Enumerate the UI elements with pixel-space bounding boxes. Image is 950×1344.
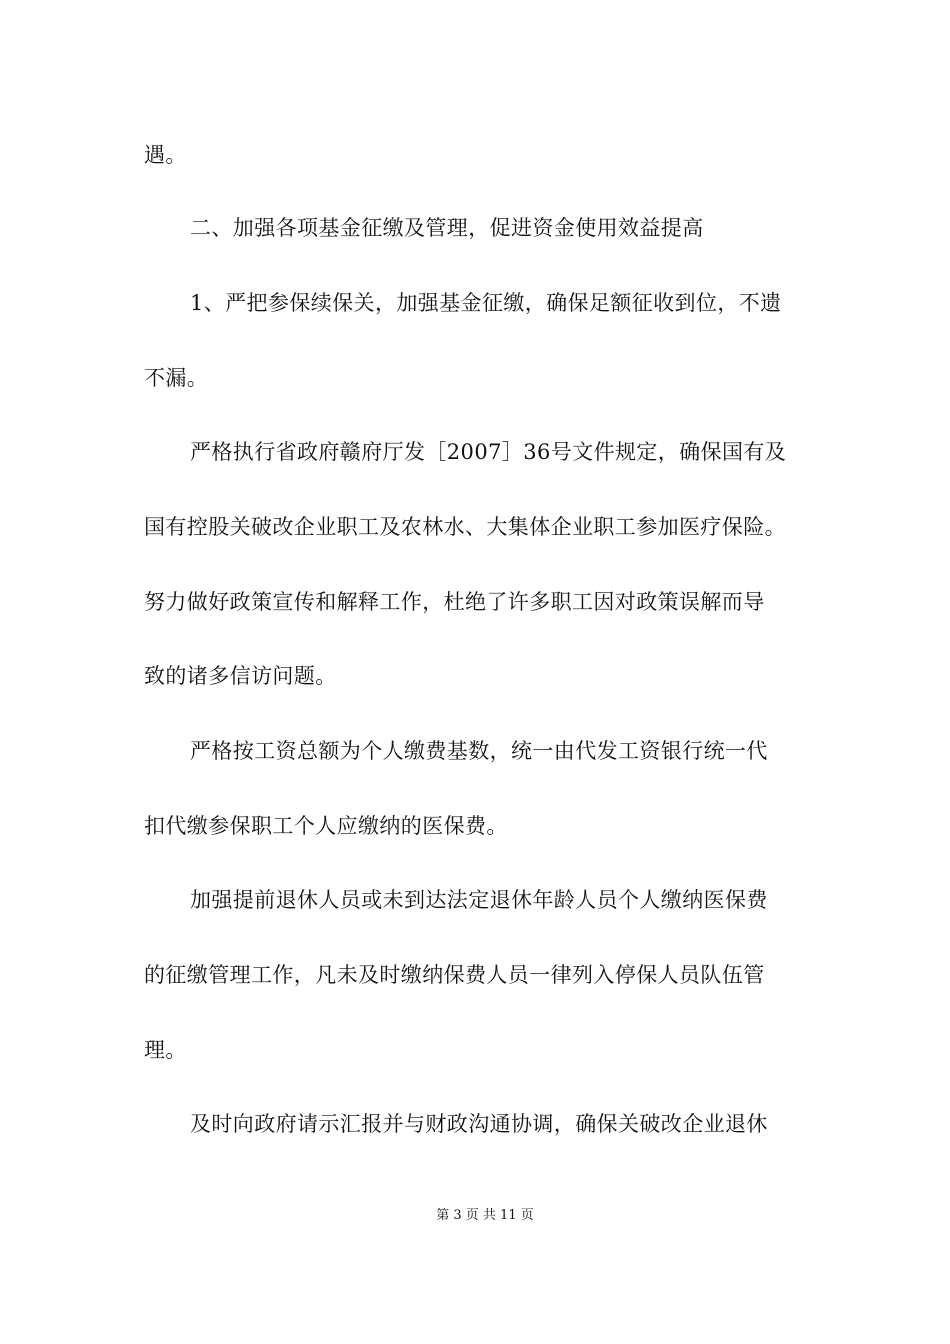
text-line: 理。 — [144, 1038, 187, 1062]
text-line: 的征缴管理工作，凡未及时缴纳保费人员一律列入停保人员队伍管 — [144, 963, 765, 987]
text-line: 努力做好政策宣传和解释工作，杜绝了许多职工因对政策误解而导 — [144, 590, 765, 614]
text-line: 严格执行省政府赣府厅发［2007］36号文件规定，确保国有及 — [190, 440, 787, 464]
text-line: 1、严把参保续保关，加强基金征缴，确保足额征收到位，不遗 — [190, 291, 782, 315]
text-line: 及时向政府请示汇报并与财政沟通协调，确保关破改企业退休 — [190, 1112, 768, 1136]
text-line: 遇。 — [144, 143, 187, 167]
page-number: 第 3 页 共 11 页 — [436, 1208, 534, 1223]
text-line: 致的诸多信访问题。 — [144, 664, 337, 688]
text-line: 国有控股关破改企业职工及农林水、大集体企业职工参加医疗保险。 — [144, 515, 786, 539]
text-line: 不漏。 — [144, 366, 209, 390]
text-line: 扣代缴参保职工个人应缴纳的医保费。 — [144, 814, 508, 838]
text-line: 严格按工资总额为个人缴费基数，统一由代发工资银行统一代 — [190, 739, 768, 763]
section-heading: 二、加强各项基金征缴及管理，促进资金使用效益提高 — [190, 216, 704, 240]
text-line: 加强提前退休人员或未到达法定退休年龄人员个人缴纳医保费 — [190, 888, 768, 912]
